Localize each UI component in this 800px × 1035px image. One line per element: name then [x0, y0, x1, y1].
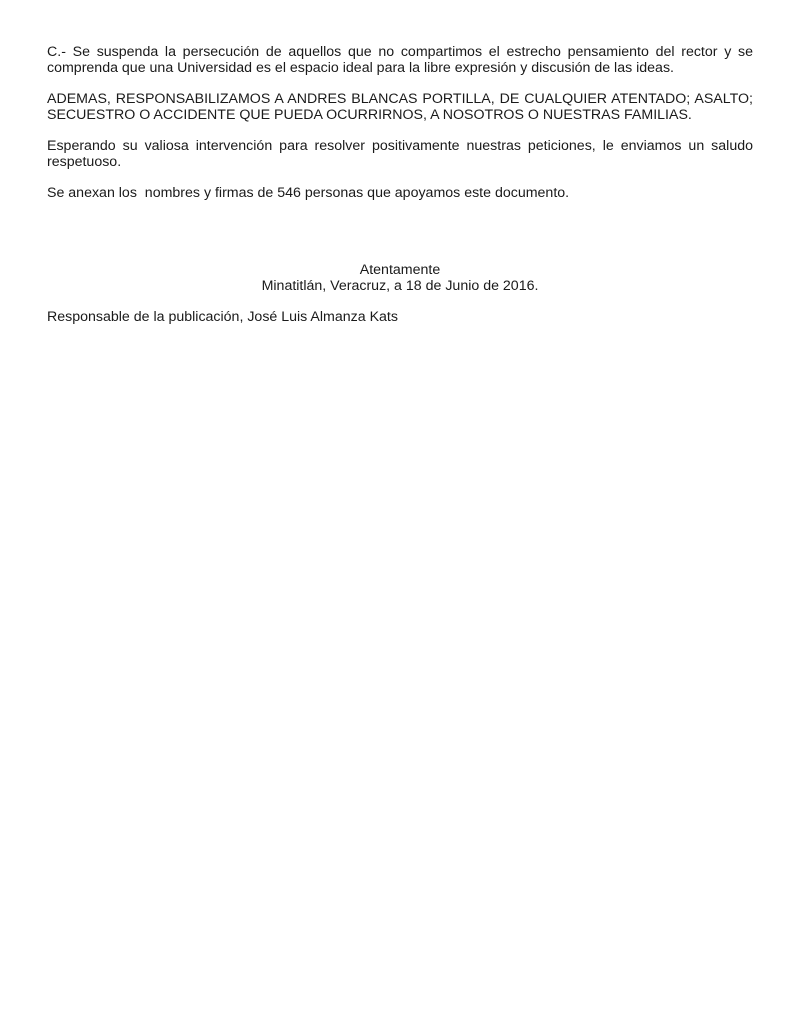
document-body: [47, 44, 753, 325]
place-date: Minatitlán, Veracruz, a 18 de Junio de 2016.: [261, 278, 539, 294]
closing-block: [47, 262, 753, 294]
paragraph-petition-c: C.- Se suspenda la persecución de aquellos que no compartimos el estrecho pensamiento del rector y se comprenda que una Universidad es el espacio ideal para la libre expresión y discusión de las ideas.: [47, 44, 753, 76]
responsible-line: Responsable de la publicación, José Luis Almanza Kats: [47, 309, 398, 325]
paragraph-request: Esperando su valiosa intervención para resolver positivamente nuestras peticiones, le enviamos un saludo respetuoso.: [47, 138, 753, 170]
paragraph-responsibility: ADEMAS, RESPONSABILIZAMOS A ANDRES BLANCAS PORTILLA, DE CUALQUIER ATENTADO; ASALTO; SECUESTRO O ACCIDENTE QUE PUEDA OCURRIRNOS, A NOSOTROS O NUESTRAS FAMILIAS.: [47, 91, 753, 123]
paragraph-annex: Se anexan los nombres y firmas de 546 personas que apoyamos este documento.: [47, 185, 570, 201]
closing-salutation: Atentamente: [359, 262, 441, 278]
